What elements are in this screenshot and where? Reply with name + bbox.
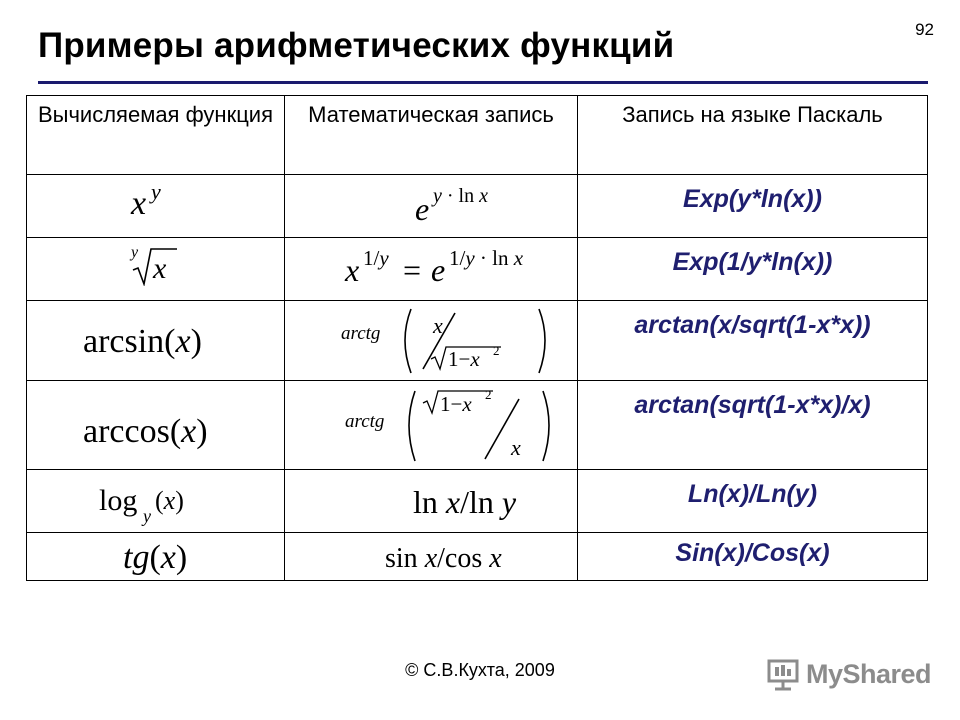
function-formula: arccos(x) xyxy=(27,381,285,470)
math-formula: sin x/cos x xyxy=(285,533,578,581)
watermark-text: MyShared xyxy=(806,658,932,689)
function-formula: x y xyxy=(27,175,285,238)
pascal-expression: Ln(x)/Ln(y) xyxy=(578,470,928,533)
function-formula: tg(x) xyxy=(27,533,285,581)
pascal-expression: arctan(x/sqrt(1-x*x)) xyxy=(578,301,928,381)
header-function: Вычисляемая функция xyxy=(27,96,285,175)
table-row xyxy=(27,533,928,581)
functions-table xyxy=(26,95,928,581)
svg-text:x: x xyxy=(511,435,521,460)
table-header-row xyxy=(27,96,928,175)
pascal-expression: Exp(1/y*ln(x)) xyxy=(578,238,928,301)
title-divider xyxy=(38,81,928,84)
math-formula: e y · ln x xyxy=(285,175,578,238)
svg-text:1−x: 1−x xyxy=(440,392,472,416)
table-row xyxy=(27,470,928,533)
table-row xyxy=(27,381,928,470)
math-formula: arctg x 1−x 2 xyxy=(285,301,578,381)
watermark xyxy=(766,656,931,692)
pascal-expression: arctan(sqrt(1-x*x)/x) xyxy=(578,381,928,470)
header-pascal: Запись на языке Паскаль xyxy=(578,96,928,175)
svg-text:2: 2 xyxy=(485,387,492,402)
svg-text:1−x: 1−x xyxy=(448,347,480,371)
math-formula: arctg 1−x 2 x xyxy=(285,381,578,470)
function-formula: y x xyxy=(27,238,285,301)
svg-text:2: 2 xyxy=(493,343,500,358)
math-formula: x 1/y = e 1/y · ln x xyxy=(285,238,578,301)
svg-text:x: x xyxy=(433,313,443,338)
function-formula: arcsin(x) xyxy=(27,301,285,381)
copyright-footer: © С.В.Кухта, 2009 xyxy=(405,660,555,680)
page-number: 92 xyxy=(915,20,934,39)
table-row xyxy=(27,175,928,238)
pascal-expression: Exp(y*ln(x)) xyxy=(578,175,928,238)
function-formula: log y (x) xyxy=(27,470,285,533)
fraction-formula xyxy=(397,303,557,377)
table-row xyxy=(27,301,928,381)
presentation-board-icon xyxy=(766,657,800,691)
math-formula: ln x/ln y xyxy=(285,470,578,533)
pascal-expression: Sin(x)/Cos(x) xyxy=(578,533,928,581)
fraction-formula xyxy=(401,385,561,465)
header-math: Математическая запись xyxy=(285,96,578,175)
table-row xyxy=(27,238,928,301)
page-title: Примеры арифметических функций xyxy=(38,26,675,65)
